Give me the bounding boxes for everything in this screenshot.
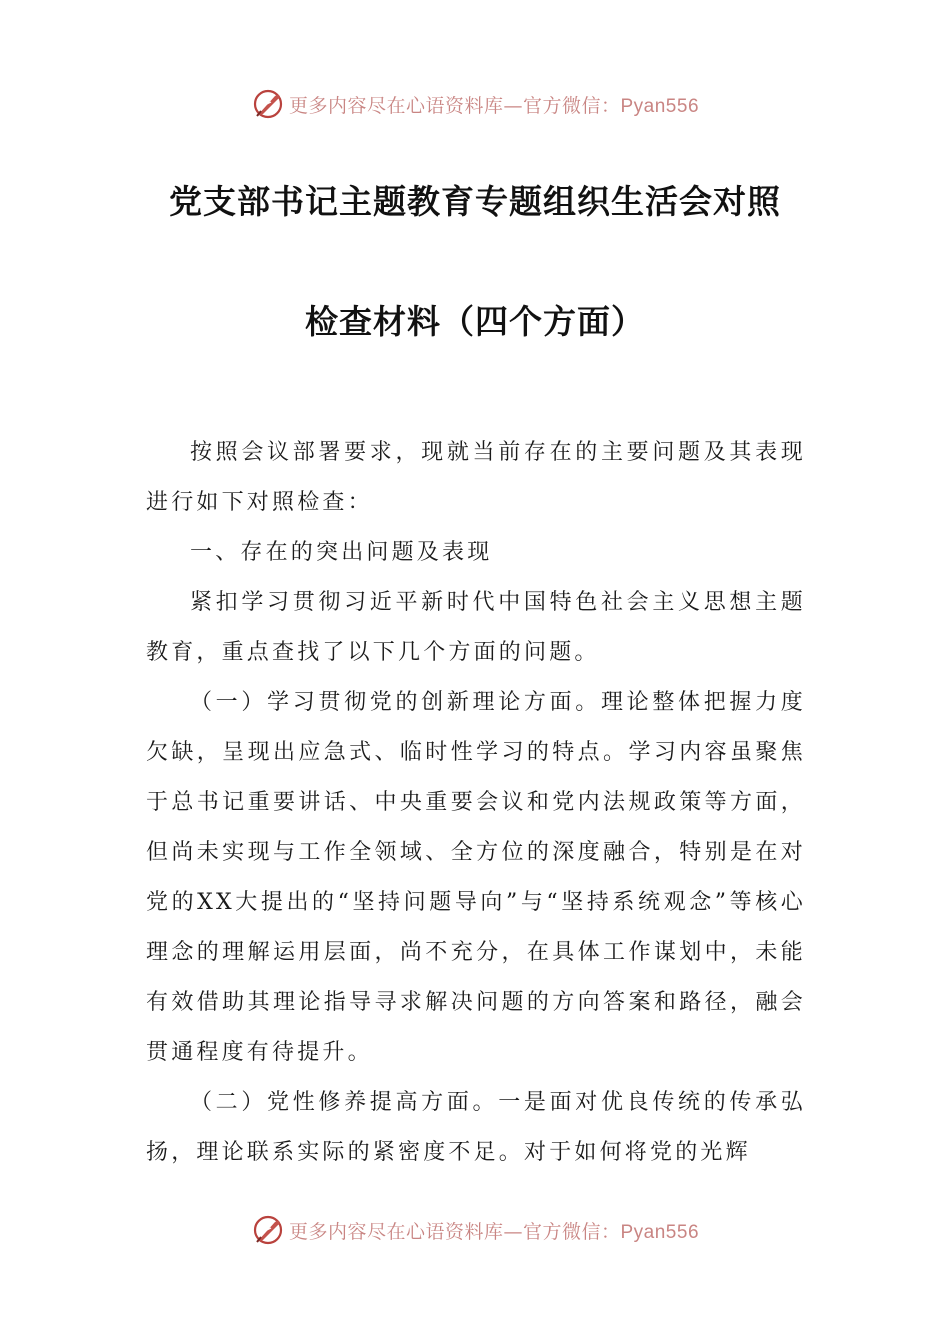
document-title-line-1: 党支部书记主题教育专题组织生活会对照 [169, 182, 781, 221]
watermark-wechat-id: Pyan556 [620, 1221, 700, 1243]
section-heading-1: 一、存在的突出问题及表现 [190, 540, 493, 565]
body-paragraph: （二）党性修养提高方面。一是面对优良传统的传承弘扬，理论联系实际的紧密度不足。对于如何将党的光辉 [146, 1090, 806, 1165]
document-body [146, 428, 806, 1178]
watermark-text [289, 91, 699, 118]
body-paragraph: 紧扣学习贯彻习近平新时代中国特色社会主义思想主题教育，重点查找了以下几个方面的问题。 [146, 590, 806, 665]
document-title-line-2: 检查材料（四个方面） [305, 302, 645, 341]
body-paragraph: （一）学习贯彻党的创新理论方面。理论整体把握力度欠缺，呈现出应急式、临时性学习的特点。学习内容虽聚焦于总书记重要讲话、中央重要会议和党内法规政策等方面，但尚未实现与工作全领域、全方位的深度融合，特别是在对党的XX大提出的“坚持问题导向”与“坚持系统观念”等核心理念的理解运用层面，尚不充分，在具体工作谋划中，未能有效借助其理论指导寻求解决问题的方向答案和路径，融会贯通程度有待提升。 [146, 690, 806, 1065]
watermark-text [289, 1217, 699, 1244]
watermark-footer [0, 1210, 950, 1250]
watermark-label: 更多内容尽在心语资料库—官方微信： [288, 94, 621, 117]
watermark-wechat-id: Pyan556 [620, 95, 700, 117]
watermark-header [0, 84, 950, 124]
quill-pen-logo-icon [251, 87, 285, 121]
watermark-label: 更多内容尽在心语资料库—官方微信： [288, 1220, 621, 1243]
quill-pen-logo-icon [251, 1213, 285, 1247]
intro-paragraph: 按照会议部署要求，现就当前存在的主要问题及其表现进行如下对照检查： [146, 440, 806, 515]
